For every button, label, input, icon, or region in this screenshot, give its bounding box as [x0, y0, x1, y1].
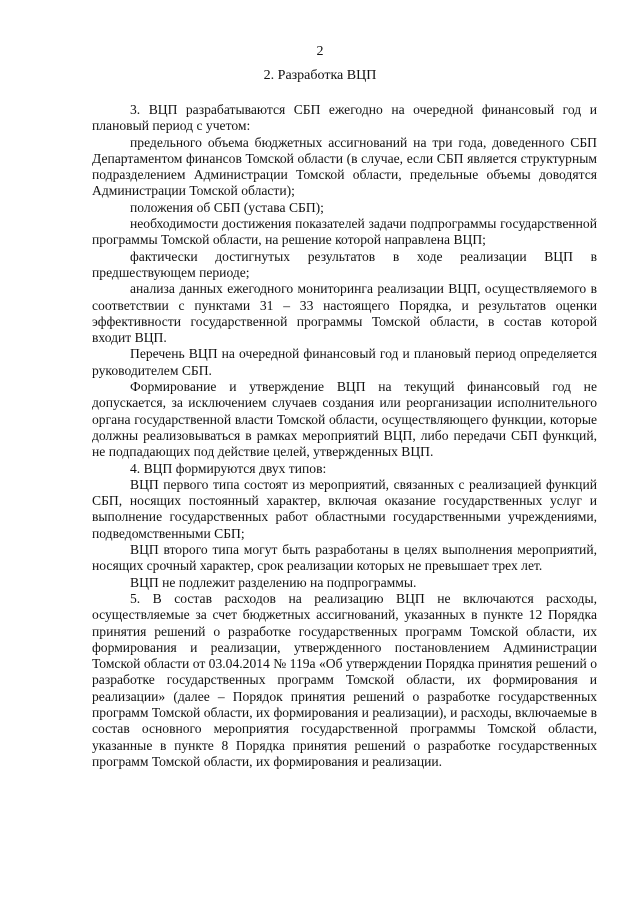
- paragraph: 5. В состав расходов на реализацию ВЦП не включаются расходы, осуществляемые за счет бюджетных ассигнований, указанных в пункте 12 Порядка принятия решений о разработке государственных программ Томской области, их формирования и реализации, утвержденного постановлением Администрации Томской области от 03.04.2014 № 119а «Об утверждении Порядка принятия решений о разработке государственных программ Томской области, их формирования и реализации» (далее – Порядок принятия решений о разработке государственных программ Томской области, их формирования и реализации), и расходы, включаемые в состав основного мероприятия государственной программы Томской области, указанные в пункте 8 Порядка принятия решений о разработке государственных программ Томской области, их формирования и реализации.: [92, 590, 597, 769]
- paragraph: ВЦП второго типа могут быть разработаны в целях выполнения мероприятий, носящих срочный характер, срок реализации которых не превышает трех лет.: [92, 542, 597, 574]
- paragraph: ВЦП первого типа состоят из мероприятий, связанных с реализацией функций СБП, носящих постоянный характер, включая оказание государственных услуг и выполнение государственных работ областными государственными учреждениями, подведомственными СБП;: [92, 476, 597, 541]
- paragraph: необходимости достижения показателей задачи подпрограммы государственной программы Томской области, на решение которой направлена ВЦП;: [92, 216, 597, 248]
- body-text: [92, 102, 597, 770]
- paragraph: Формирование и утверждение ВЦП на текущий финансовый год не допускается, за исключением случаев создания или реорганизации исполнительного органа государственной власти Томской области, осуществляющего функции, которые должны реализовываться в рамках мероприятий ВЦП, либо передачи СБП функций, не подпадающих под действие целей, утвержденных ВЦП.: [92, 379, 597, 460]
- page-number: 2: [316, 44, 324, 59]
- paragraph: анализа данных ежегодного мониторинга реализации ВЦП, осуществляемого в соответствии с пунктами 31 – 33 настоящего Порядка, и результатов оценки эффективности государственной программы Томской области, в состав которой входит ВЦП.: [92, 281, 597, 346]
- paragraph: ВЦП не подлежит разделению на подпрограммы.: [130, 574, 417, 590]
- section-title: 2. Разработка ВЦП: [263, 68, 377, 83]
- paragraph: предельного объема бюджетных ассигнований на три года, доведенного СБП Департаментом финансов Томской области (в случае, если СБП является структурным подразделением Администрации Томской области, предельные объемы доводятся Администрации Томской области);: [92, 134, 597, 199]
- paragraph: Перечень ВЦП на очередной финансовый год и плановый период определяется руководителем СБП.: [92, 346, 597, 378]
- paragraph: 3. ВЦП разрабатываются СБП ежегодно на очередной финансовый год и плановый период с учетом:: [92, 102, 597, 134]
- paragraph: фактически достигнутых результатов в ходе реализации ВЦП в предшествующем периоде;: [92, 248, 597, 280]
- paragraph: 4. ВЦП формируются двух типов:: [130, 460, 327, 476]
- paragraph: положения об СБП (устава СБП);: [130, 199, 324, 215]
